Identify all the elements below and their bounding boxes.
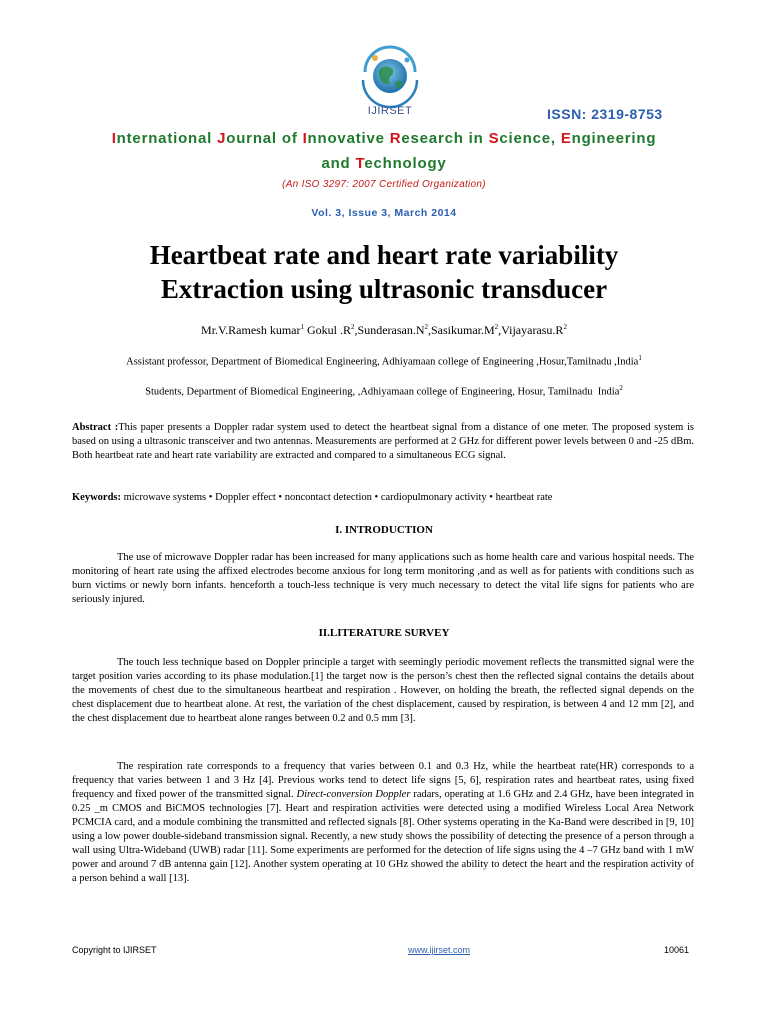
journal-name-line1-segment: E	[560, 130, 572, 147]
authors: Mr.V.Ramesh kumar$^1$ Gokul $.R^2,Sunderasan.N^2,Sasikumar.M^2,Vijayarasu.R^2$	[201, 323, 567, 337]
affiliation-2: Students, Department of Biomedical Engineering, ,Adhiyamaan college of Engineering, Hosur, Tamilnadu India$^2$	[145, 384, 623, 398]
journal-name-line2-segment: T	[355, 155, 365, 172]
paper-title	[0, 238, 768, 306]
journal-name-line1-segment: I	[111, 130, 117, 147]
journal-name-line1-segment: ournal of	[226, 130, 303, 147]
paper-title-line1: Heartbeat rate and heart rate variability	[149, 240, 619, 270]
footer-copyright: Copyright to IJIRSET	[72, 945, 157, 955]
journal-name-line2-segment: echnology	[364, 155, 447, 172]
journal-name-line1-segment: nnovative	[307, 130, 390, 147]
abstract	[72, 421, 694, 463]
journal-name-line1-segment: S	[488, 130, 500, 147]
journal-name-line1-segment: cience,	[499, 130, 561, 147]
logo-text: IJIRSET	[367, 105, 413, 117]
volume-issue: Vol. 3, Issue 3, March 2014	[311, 207, 457, 219]
literature-paragraph-1: The touch less technique based on Doppler principle a target with seemingly periodic movement reflects the transmitted signal were the target position varies according to its phase modulation.[1] the target now is the person’s chest then the reflected signal contains the details about the movements of chest due to the simultaneous heartbeat and respiration . However, on holding the breath, the reflected signal depends on the chest displacement due to heartbeat alone. At rest, the variation of the chest displacement, caused by respiration, is between 4 and 12 mm [2], and the chest displacement due to heartbeat alone ranges between 0.2 and 0.5 mm [3].	[72, 657, 694, 724]
journal-name-line1-segment: J	[217, 130, 227, 147]
journal-name-line1-segment: I	[302, 130, 308, 147]
introduction-paragraph: The use of microwave Doppler radar has been increased for many applications such as home health care and various hospital needs. The monitoring of heart rate using the affixed electrodes become anxious for long term monitoring ,and as well as for patients with conditions such as burn victims or newly born infants. henceforth a touch-less technique is very much necessary to detect the vital life signs for patients who are seriously injured.	[72, 552, 694, 605]
issn-number: ISSN: 2319-8753	[547, 106, 663, 122]
footer-page-number: 10061	[664, 945, 690, 955]
keywords-label: Keywords:	[72, 492, 121, 503]
journal-name-line2-segment: and	[321, 155, 356, 172]
journal-name-line1-segment: ngineering	[571, 130, 657, 147]
paper-title-line2: Extraction using ultrasonic transducer	[160, 274, 608, 304]
journal-name-line1-segment: esearch in	[401, 130, 489, 147]
abstract-text: This paper presents a Doppler radar system used to detect the heartbeat signal from a distance of one meter. The proposed system is based on using a ultrasonic transceiver and two antennas. Measurements are performed at 2 GHz for different power levels between 0 and -25 dBm. Both heartbeat rate and heart rate variability are extracted and compared to a simultaneous ECG signal.	[72, 422, 694, 461]
keywords-text: microwave systems • Doppler effect • noncontact detection • cardiopulmonary activity • heartbeat rate	[121, 492, 553, 503]
journal-name-line1	[0, 130, 768, 147]
affiliation-1: Assistant professor, Department of Biomedical Engineering, Adhiyamaan college of Engineering ,Hosur,Tamilnadu ,India$^1$	[126, 354, 642, 368]
certification-note: (An ISO 3297: 2007 Certified Organization)	[282, 179, 486, 190]
keywords	[72, 491, 694, 505]
abstract-label: Abstract :	[72, 422, 119, 433]
journal-name-line2	[0, 155, 768, 172]
journal-name-line1-segment: R	[389, 130, 402, 147]
heading-literature-survey: II.LITERATURE SURVEY	[318, 627, 450, 639]
heading-introduction: I. INTRODUCTION	[335, 524, 433, 536]
journal-name-line1-segment: nternational	[116, 130, 218, 147]
literature-paragraph-2: The respiration rate corresponds to a frequency that varies between 0.1 and 0.3 Hz, while the heartbeat rate(HR) corresponds to a frequency that varies between 1 and 3 Hz [4]. Previous works tend to detect life signs [5, 6], respiration rates and heartbeat rates, using fixed frequency and fixed power of the transmitted signal. Direct-conversion Doppler radars, operating at 1.6 GHz and 2.4 GHz, have been integrated in 0.25 _m CMOS and BiCMOS technologies [7]. Heart and respiration activities were detected using a modified Wireless Local Area Network PCMCIA card, and a module combining the transmitted and reflected signals [8]. Other systems operating in the Ka-Band were described in [9, 10] using a low power double-sideband transmission signal. Recently, a new study shows the possibility of detecting the presence of a person through a wall using Ultra-Wideband (UWB) radar [11]. Some experiments are performed for the detection of life signs using the 4 –7 GHz band with 1 mW power and around 7 dB antenna gain [12]. Another system operating at 10 GHz showed the ability to detect the heart and the respiration activity of a person behind a wall [13].	[72, 761, 695, 884]
footer-url-link[interactable]: www.ijirset.com	[408, 945, 471, 955]
